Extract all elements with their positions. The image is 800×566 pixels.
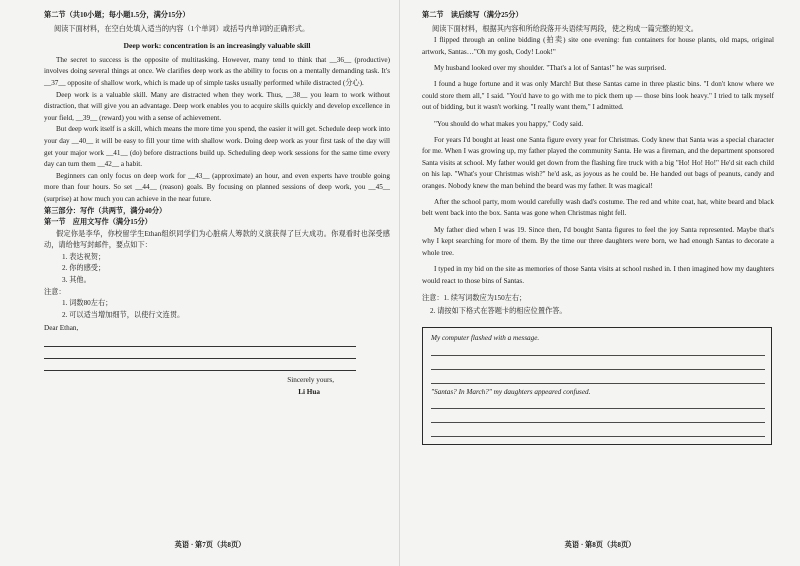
writing-section-header: 第一节 应用文写作（满分15分）: [44, 218, 152, 227]
paragraph: Deep work is a valuable skill. Many are distracted when they work. Thus, __38__ you learn to work without distraction, that will give you an advantage. Deep work enables you to acquire skills quickly and develop excellence in your field, __39__ (reward) you with a sense of achievement.: [44, 90, 390, 122]
passage-title: Deep work: concentration is an increasingly valuable skill: [123, 41, 311, 51]
writing-line[interactable]: [44, 347, 356, 359]
point-item: 2. 你的感受；: [62, 264, 106, 273]
writing-prompt: 假定你是李华，你校留学生Ethan组织同学们为心脏病人筹款的义演获得了巨大成功。你观看时也深受感动，请给他写封邮件，要点如下：: [44, 229, 390, 250]
notes-format: 2. 请按如下格式在答题卡的相应位置作答。: [430, 306, 567, 315]
answer-line[interactable]: [431, 423, 765, 437]
notes-label: 注意：: [44, 287, 66, 296]
note-item: 2. 可以适当增加细节，以使行文连贯。: [62, 310, 185, 319]
page-footer: 英语 · 第8页（共8页）: [564, 541, 636, 550]
paragraph: After the school party, mom would carefully wash dad's costume. The red and white coat, hat, white beard and black belt went back into the box. Santa was gone when Christmas night fell.: [422, 198, 774, 218]
answer-line[interactable]: [431, 409, 765, 423]
answer-line[interactable]: [431, 370, 765, 384]
paragraph: "You should do what makes you happy," Cody said.: [434, 119, 584, 128]
signature: Li Hua: [298, 387, 320, 396]
section-header: 第二节（共10小题；每小题1.5分，满分15分）: [44, 11, 190, 19]
answer-line[interactable]: [431, 356, 765, 370]
paragraph-starter-1: My computer flashed with a message.: [431, 334, 540, 343]
writing-line[interactable]: [44, 359, 356, 371]
point-item: 1. 表达祝贺；: [62, 252, 106, 261]
paragraph: The secret to success is the opposite of multitasking. However, many tend to think that __36__ (productive) involves doing several things at once. We clarifies deep work as the ability to focus on a mentally demanding task. It's __37__ opposite of shallow work, which is made up of simple tasks usually performed while distracted (分心).: [44, 55, 390, 87]
paragraph: I found a huge fortune and it was only March! But these Santas came in three plastic bins. "I don't know where we could store them all," I said. "You'd have to go with me to pick them up — those bins look heavy." I tried to talk myself out of bidding, but it wasn't working. "I really want them," I admitted.: [422, 80, 774, 112]
right-page: [400, 0, 800, 566]
closing: Sincerely yours,: [287, 376, 334, 385]
paragraph: Beginners can only focus on deep work for __43__ (approximate) an hour, and even experts have trouble going more than four hours. So set __44__ (reason) goals. By focusing on planned sessions of deep work, you __45__ (surprise) at how much you can achieve in the near future.: [44, 171, 390, 203]
paragraph-starter-2: "Santas? In March?" my daughters appeared confused.: [431, 387, 591, 396]
section-header: 第二节 读后续写（满分25分）: [422, 11, 523, 19]
writing-line[interactable]: [44, 335, 356, 347]
instruction: 阅读下面材料，根据其内容和所给段落开头语续写两段，使之构成一篇完整的短文。: [432, 24, 698, 33]
paragraph: My husband looked over my shoulder. "That's a lot of Santas!" he was surprised.: [434, 64, 667, 72]
paragraph: For years I'd bought at least one Santa figure every year for Christmas. Cody knew that Santa was a special character for me. When I was growing up, my father played the community Santa. He was a fireman, and the department sponsored Santa visits at school. My father would get down from the flashing fire truck with a big "Ho! Ho! Ho!" He'd sit each child on his lap. "What's your Christmas wish?" he'd ask, as joyous as he could be. He handed out bags of peanuts, candy and oranges. Nobody knew the man behind the beard was my father. It was magical!: [422, 136, 774, 190]
paragraph: I flipped through an online bidding (拍卖) site one evening: fun containers for house plants, old maps, original artwork, Santas…"Oh my gosh, Cody! Look!": [422, 36, 774, 56]
note-item: 1. 词数80左右；: [62, 299, 113, 308]
paragraph: My father died when I was 19. Since then, I'd bought Santa figures to feel the joy Santa represented. Maybe that's why I kept searching for more of them. By the time our three daughters were born, we had enough Santas to decorate a whole tree.: [422, 225, 774, 257]
part-header: 第三部分：写作（共两节，满分40分）: [44, 206, 167, 215]
paragraph: But deep work itself is a skill, which means the more time you spend, the easier it will get. Schedule deep work into your day __40__ it will be easy to fill your time with shallow work. Doing deep work as your first task of the day will get your major work __41__ (do) before distractions build up. Scheduling deep work sessions for the same time every day can turn them __42__ a habit.: [44, 125, 390, 169]
notes: 注意：1. 续写词数应为150左右；: [422, 293, 527, 302]
instruction: 阅读下面材料，在空白处填入适当的内容（1个单词）或括号内单词的正确形式。: [54, 24, 310, 33]
greeting: Dear Ethan,: [44, 324, 79, 333]
point-item: 3. 其他。: [62, 276, 91, 285]
answer-box[interactable]: [422, 327, 772, 445]
page-footer: 英语 · 第7页（共8页）: [174, 541, 246, 550]
paragraph: I typed in my bid on the site as memories of those Santa visits at school rushed in. I then imagined how my daughters would react to those bins of Santas.: [422, 265, 774, 285]
